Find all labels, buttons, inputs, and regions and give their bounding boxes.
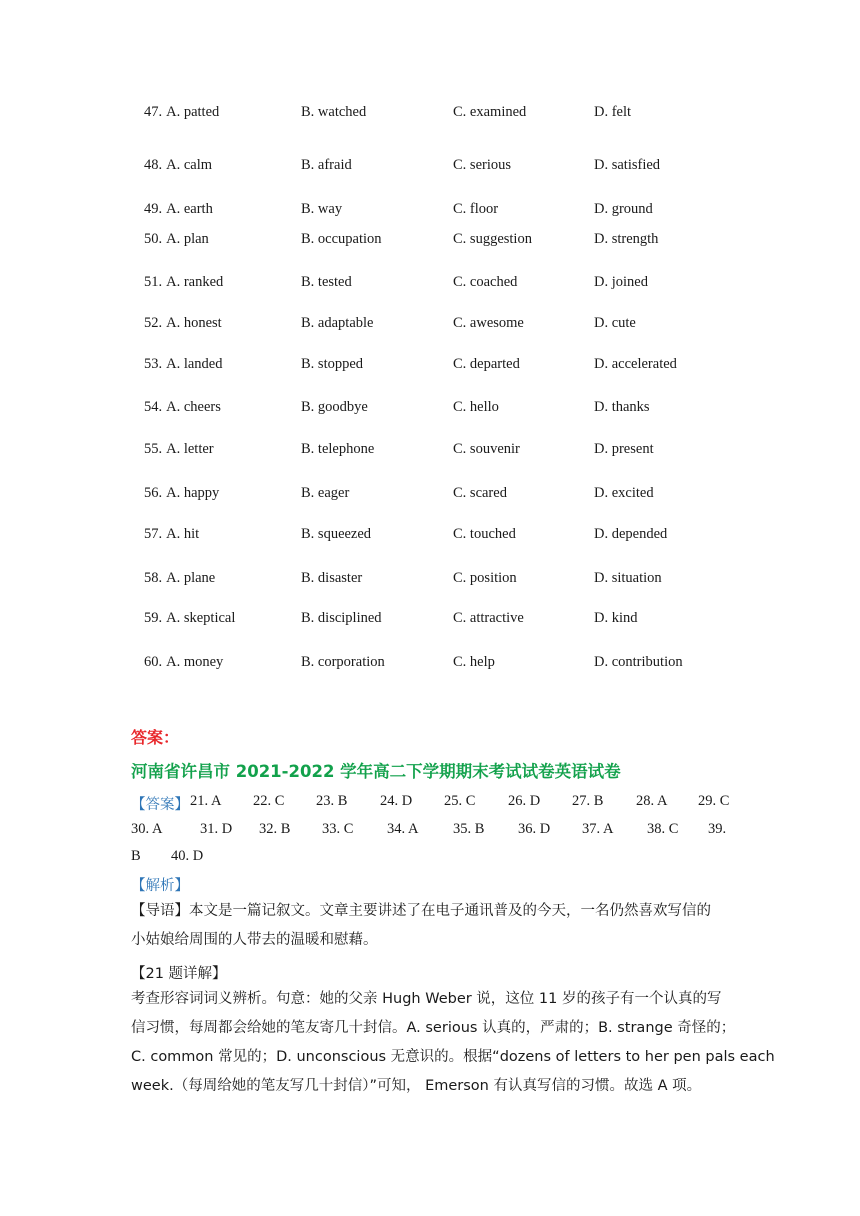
answer-item: 38. C xyxy=(647,821,679,837)
question-option-c: C. floor xyxy=(453,201,499,217)
question-option-c: C. departed xyxy=(453,356,520,372)
question-option-b: B. afraid xyxy=(301,157,352,173)
question-option-a xyxy=(144,654,223,671)
question-option-a xyxy=(144,441,214,458)
question-option-a xyxy=(144,274,223,291)
question-option-a xyxy=(144,485,219,502)
answer-item: 32. B xyxy=(259,821,291,837)
analysis-tag: 【解析】 xyxy=(131,878,189,894)
question-number: 49. xyxy=(144,201,163,217)
answer-item: 28. A xyxy=(636,793,668,809)
answer-item: 39. xyxy=(708,821,727,837)
question-option-c: C. hello xyxy=(453,399,499,415)
answer-item: 36. D xyxy=(518,821,551,837)
answer-item: 30. A xyxy=(131,821,163,837)
detail-paragraph xyxy=(131,985,775,1101)
question-option-b: B. squeezed xyxy=(301,526,372,542)
question-number: 48. xyxy=(144,157,163,173)
question-option-d: D. depended xyxy=(594,526,668,542)
answer-line-3 xyxy=(131,848,731,870)
question-row xyxy=(0,356,860,378)
question-option-b: B. adaptable xyxy=(301,315,374,331)
question-option-c: C. awesome xyxy=(453,315,524,331)
question-number: 51. xyxy=(144,274,163,290)
question-option-b: B. telephone xyxy=(301,441,375,457)
question-number: 54. xyxy=(144,399,163,415)
question-row xyxy=(0,231,860,253)
question-option-d: D. satisfied xyxy=(594,157,661,173)
question-option-d: D. kind xyxy=(594,610,638,626)
question-row xyxy=(0,274,860,296)
question-option-d: D. strength xyxy=(594,231,659,247)
exam-title: 河南省许昌市 2021-2022 学年高二下学期期末考试试卷英语试卷 xyxy=(131,762,621,781)
answer-item: 23. B xyxy=(316,793,348,809)
answer-item: 34. A xyxy=(387,821,419,837)
question-row xyxy=(0,399,860,421)
question-option-d: D. joined xyxy=(594,274,648,290)
answer-item: 31. D xyxy=(200,821,233,837)
question-number: 52. xyxy=(144,315,163,331)
question-option-b: B. disciplined xyxy=(301,610,382,626)
option-text: A. hit xyxy=(166,526,200,542)
detail-tag: 【21 题详解】 xyxy=(131,966,227,982)
question-row xyxy=(0,201,860,223)
detail-line: 考查形容词词义辨析。句意：她的父亲 Hugh Weber 说，这位 11 岁的孩子有一个认真的写 xyxy=(131,991,722,1007)
question-number: 60. xyxy=(144,654,163,670)
question-option-b: B. eager xyxy=(301,485,350,501)
answer-tag: 【答案】 xyxy=(131,797,189,813)
question-option-d: D. situation xyxy=(594,570,662,586)
answer-item: 35. B xyxy=(453,821,485,837)
question-number: 50. xyxy=(144,231,163,247)
question-option-c: C. touched xyxy=(453,526,516,542)
question-option-a xyxy=(144,399,221,416)
answer-item: B xyxy=(131,848,141,864)
question-option-c: C. help xyxy=(453,654,495,670)
question-option-a xyxy=(144,231,209,248)
answer-item: 27. B xyxy=(572,793,604,809)
answer-item: 29. C xyxy=(698,793,730,809)
guide-line: 【导语】本文是一篇记叙文。文章主要讲述了在电子通讯普及的今天，一名仍然喜欢写信的 xyxy=(131,903,711,919)
question-row xyxy=(0,315,860,337)
question-option-b: B. tested xyxy=(301,274,352,290)
question-option-a xyxy=(144,526,199,543)
question-option-d: D. ground xyxy=(594,201,653,217)
question-option-d: D. thanks xyxy=(594,399,650,415)
question-option-a xyxy=(144,157,212,174)
guide-line: 小姑娘给周围的人带去的温暖和慰藉。 xyxy=(131,932,378,948)
question-option-a xyxy=(144,201,213,218)
question-option-c: C. suggestion xyxy=(453,231,532,247)
detail-line: 信习惯，每周都会给她的笔友寄几十封信。A. serious 认真的，严肃的；B. strange 奇怪的； xyxy=(131,1020,736,1036)
option-text: A. ranked xyxy=(166,274,224,290)
question-number: 59. xyxy=(144,610,163,626)
answer-line-2 xyxy=(131,821,731,843)
option-text: A. calm xyxy=(166,157,213,173)
answer-item: 26. D xyxy=(508,793,541,809)
answer-item: 37. A xyxy=(582,821,614,837)
question-option-c: C. scared xyxy=(453,485,507,501)
detail-line: week.（每周给她的笔友写几十封信）”可知， Emerson 有认真写信的习惯。故选 A 项。 xyxy=(131,1078,702,1094)
question-option-a xyxy=(144,570,215,587)
question-option-a xyxy=(144,104,219,121)
question-row xyxy=(0,610,860,632)
guide-paragraph xyxy=(131,897,731,955)
question-option-b: B. occupation xyxy=(301,231,382,247)
question-option-c: C. examined xyxy=(453,104,527,120)
option-text: A. skeptical xyxy=(166,610,236,626)
question-row xyxy=(0,570,860,592)
answer-item: 21. A xyxy=(190,793,222,809)
option-text: A. plan xyxy=(166,231,209,247)
option-text: A. cheers xyxy=(166,399,221,415)
question-number: 56. xyxy=(144,485,163,501)
answer-line-1 xyxy=(131,793,731,815)
question-number: 47. xyxy=(144,104,163,120)
question-row xyxy=(0,485,860,507)
question-option-d: D. felt xyxy=(594,104,632,120)
question-number: 57. xyxy=(144,526,163,542)
question-option-d: D. cute xyxy=(594,315,636,331)
option-text: A. money xyxy=(166,654,224,670)
question-row xyxy=(0,441,860,463)
question-option-d: D. excited xyxy=(594,485,654,501)
option-text: A. happy xyxy=(166,485,220,501)
question-option-d: D. present xyxy=(594,441,654,457)
answer-item: 25. C xyxy=(444,793,476,809)
option-text: A. plane xyxy=(166,570,216,586)
question-option-b: B. stopped xyxy=(301,356,364,372)
question-option-b: B. watched xyxy=(301,104,367,120)
question-option-c: C. coached xyxy=(453,274,518,290)
answer-item: 40. D xyxy=(171,848,204,864)
question-row xyxy=(0,654,860,676)
question-option-b: B. way xyxy=(301,201,343,217)
option-text: A. honest xyxy=(166,315,222,331)
question-row xyxy=(0,104,860,126)
answer-item: 24. D xyxy=(380,793,413,809)
question-option-b: B. goodbye xyxy=(301,399,368,415)
detail-line: C. common 常见的；D. unconscious 无意识的。根据“dozens of letters to her pen pals each xyxy=(131,1049,775,1065)
question-option-d: D. contribution xyxy=(594,654,683,670)
option-text: A. patted xyxy=(166,104,220,120)
option-text: A. landed xyxy=(166,356,223,372)
option-text: A. letter xyxy=(166,441,214,457)
question-number: 53. xyxy=(144,356,163,372)
answer-heading: 答案： xyxy=(131,728,180,747)
question-option-c: C. attractive xyxy=(453,610,524,626)
option-text: A. earth xyxy=(166,201,213,217)
question-row xyxy=(0,526,860,548)
question-number: 58. xyxy=(144,570,163,586)
question-row xyxy=(0,157,860,179)
question-option-c: C. position xyxy=(453,570,517,586)
question-number: 55. xyxy=(144,441,163,457)
question-option-a xyxy=(144,315,222,332)
question-option-d: D. accelerated xyxy=(594,356,677,372)
question-option-a xyxy=(144,610,235,627)
question-option-b: B. disaster xyxy=(301,570,363,586)
answer-item: 22. C xyxy=(253,793,285,809)
answer-item: 33. C xyxy=(322,821,354,837)
question-option-c: C. souvenir xyxy=(453,441,520,457)
question-option-c: C. serious xyxy=(453,157,511,173)
question-option-b: B. corporation xyxy=(301,654,385,670)
question-option-a xyxy=(144,356,223,373)
